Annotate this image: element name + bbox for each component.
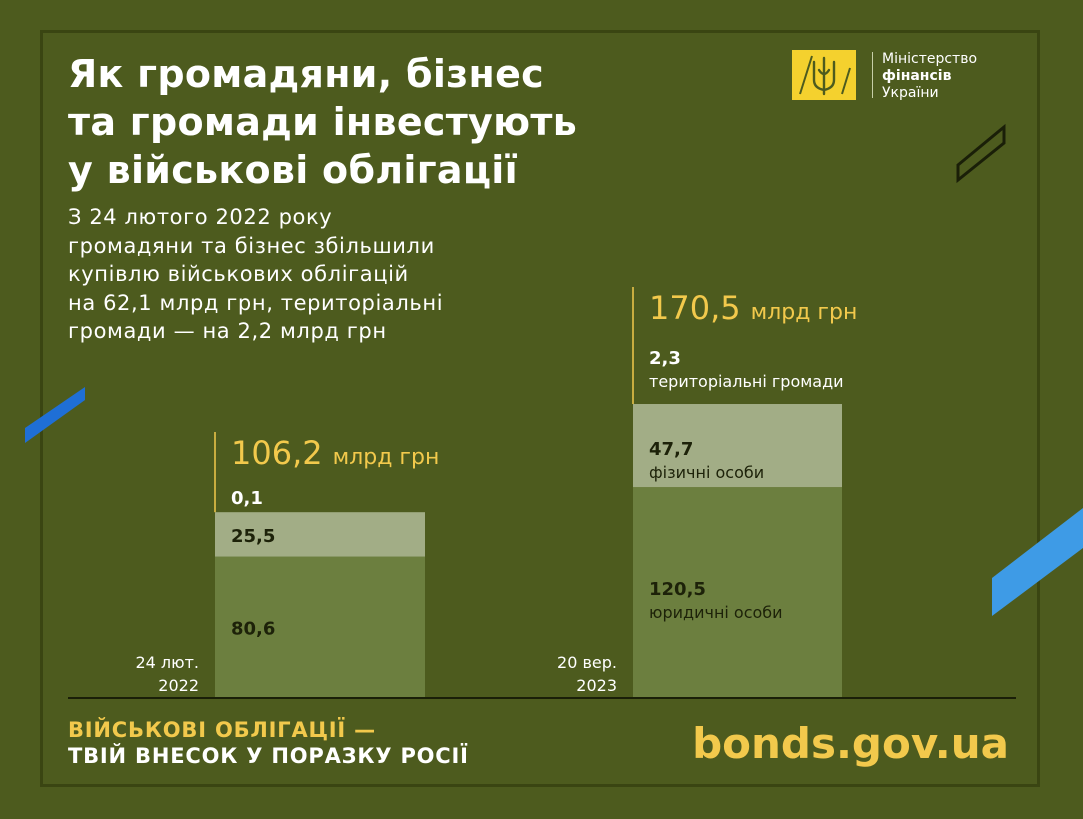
title-line: Як громадяни, бізнес	[68, 52, 544, 96]
subtitle-line: громадяни та бізнес збільшили	[68, 233, 435, 258]
subtitle-line: купівлю військових облігацій	[68, 262, 409, 286]
category-tick-label: 20 вер.	[557, 653, 617, 672]
subtitle-line: громади — на 2,2 млрд грн	[68, 319, 387, 343]
subtitle-line: З 24 лютого 2022 року	[68, 205, 333, 229]
slogan-line: ТВІЙ ВНЕСОК У ПОРАЗКУ РОСІЇ	[68, 744, 469, 768]
bar-value-label: 25,5	[231, 526, 276, 548]
bar-value-label: 2,3	[649, 348, 681, 369]
bonds-url-link[interactable]: bonds.gov.ua	[692, 719, 1009, 768]
series-name-label: юридичні особи	[649, 603, 783, 623]
category-tick-label: 2023	[576, 676, 617, 695]
ministry-name-line: Міністерство	[882, 51, 978, 67]
ministry-name-line: України	[882, 85, 939, 101]
outline-parallelogram-decoration	[958, 127, 1004, 180]
blue-stripe-decoration	[25, 387, 85, 443]
footer-slogan	[68, 717, 469, 769]
title-line: у військові облігації	[68, 148, 518, 192]
bar-total-label: 106,2 млрд грн	[231, 434, 440, 472]
bar-value-label: 120,5	[649, 579, 706, 601]
bar-total-label: 170,5 млрд грн	[649, 289, 858, 327]
slogan-line: ВІЙСЬКОВІ ОБЛІГАЦІЇ —	[68, 718, 376, 742]
bar-value-label: 47,7	[649, 439, 694, 461]
bar-value-label: 0,1	[231, 488, 263, 509]
series-name-label: територіальні громади	[649, 372, 844, 391]
light-blue-stripe-decoration	[992, 508, 1083, 616]
category-tick-label: 2022	[158, 676, 199, 695]
category-tick-label: 24 лют.	[135, 653, 199, 672]
subtitle-line: на 62,1 млрд грн, територіальні	[68, 290, 444, 315]
ministry-name-line: фінансів	[882, 68, 952, 84]
bar-value-label: 80,6	[231, 618, 276, 640]
title-line: та громади інвестують	[68, 100, 578, 144]
series-name-label: фізичні особи	[649, 463, 765, 483]
